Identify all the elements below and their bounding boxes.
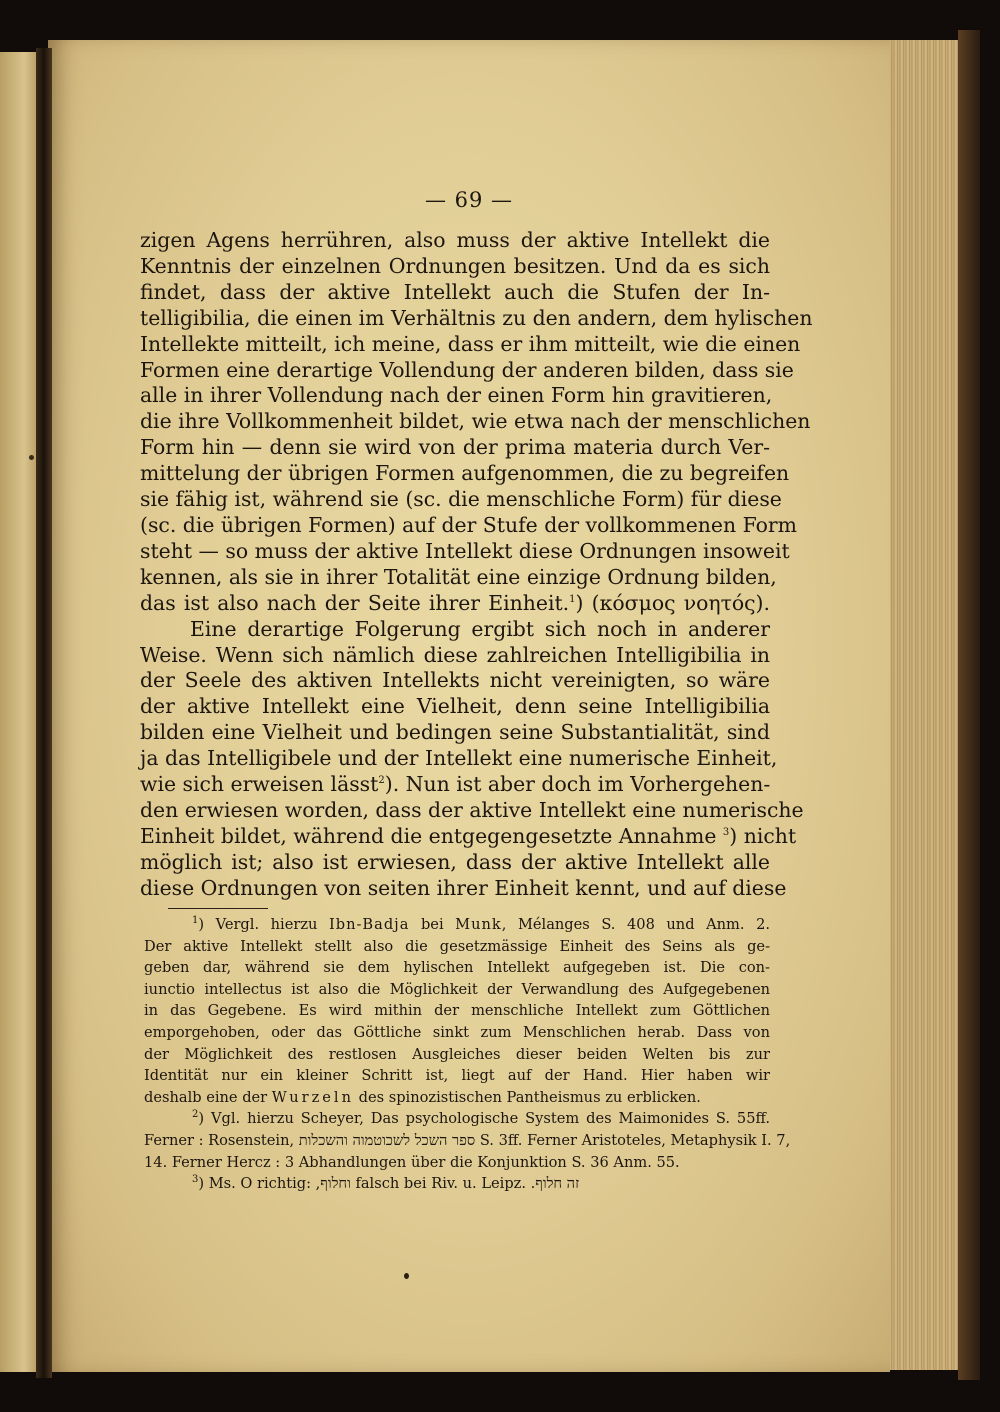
- body-text-fragment: das ist also nach der Seite ihrer Einheit.: [140, 590, 570, 615]
- body-text-fragment: Einheit bildet, während die entgegengesetzte Annahme: [140, 823, 723, 848]
- footnote-text: ) Ms. O richtig:: [198, 1175, 316, 1193]
- footnotes: [144, 914, 791, 1195]
- footnote-text: Ferner : Rosenstein,: [144, 1131, 299, 1149]
- body-line: findet, dass der aktive Intellekt auch die Stufen der In-: [140, 279, 770, 304]
- footnote-line: Der aktive Intellekt stellt also die gesetzmässige Einheit des Seins als ge-: [144, 937, 770, 955]
- footnote-line: geben dar, während sie dem hylischen Intellekt aufgegeben ist. Die con-: [144, 959, 770, 977]
- body-text-fragment: ) (κόσμος νοητός).: [575, 590, 770, 615]
- body-line: [140, 772, 770, 798]
- body-line: alle in ihrer Vollendung nach der einen Form hin gravitieren,: [140, 383, 773, 408]
- footnote-line: der Möglichkeit des restlosen Ausgleiches dieser beiden Welten bis zur: [144, 1045, 770, 1063]
- body-line: ja das Intelligibele und der Intellekt eine numerische Einheit,: [140, 746, 778, 771]
- footnote-text: falsch bei Riv. u. Leipz.: [350, 1175, 531, 1193]
- body-line: (sc. die übrigen Formen) auf der Stufe der vollkommenen Form: [140, 512, 797, 537]
- footnote-line: [144, 1130, 791, 1152]
- ink-spot: [29, 455, 34, 460]
- footnote-line: 14. Ferner Hercz : 3 Abhandlungen über die Konjunktion S. 36 Anm. 55.: [144, 1153, 680, 1171]
- body-line: Form hin — denn sie wird von der prima materia durch Ver-: [140, 435, 770, 460]
- body-line: sie fähig ist, während sie (sc. die menschliche Form) für diese: [140, 487, 782, 512]
- footnote-text: , Mélanges S. 408 und Anm. 2.: [501, 916, 770, 933]
- body-text-fragment: ) nicht: [729, 823, 797, 848]
- footnote-divider: [168, 908, 268, 909]
- body-line: Eine derartige Folgerung ergibt sich noch in anderer: [190, 616, 770, 641]
- body-line: telligibilia, die einen im Verhältnis zu den andern, dem hylischen: [140, 305, 813, 330]
- body-line: bilden eine Vielheit und bedingen seine Substantialität, sind: [140, 720, 770, 745]
- footnote-hebrew: ספר השכל לשכוטמוה והשכלות: [298, 1131, 476, 1149]
- footnote-mark: 2: [192, 1109, 199, 1121]
- footnote-ref: 3: [722, 827, 730, 839]
- footnote-name: Munk: [455, 916, 502, 933]
- body-line: Formen eine derartige Vollendung der anderen bilden, dass sie: [140, 357, 794, 382]
- footnote-line: [144, 1087, 770, 1109]
- body-line: den erwiesen worden, dass der aktive Intellekt eine numerische: [140, 797, 804, 822]
- body-line: der Seele des aktiven Intellekts nicht vereinigten, so wäre: [140, 668, 770, 693]
- book-gutter: [36, 48, 52, 1378]
- footnote-text: deshalb eine der: [144, 1088, 272, 1106]
- footnote-hebrew: וחלוף,: [315, 1175, 351, 1193]
- footnote-mark: 1: [192, 915, 199, 927]
- body-line: steht — so muss der aktive Intellekt diese Ordnungen insoweit: [140, 538, 790, 563]
- body-line: Intellekte mitteilt, ich meine, dass er ihm mitteilt, wie die einen: [140, 331, 801, 356]
- footnote-text: ) Vergl. hierzu: [198, 916, 329, 933]
- body-line: die ihre Vollkommenheit bildet, wie etwa nach der menschlichen: [140, 409, 811, 434]
- body-line: Kenntnis der einzelnen Ordnungen besitzen. Und da es sich: [140, 253, 770, 278]
- book-page: [48, 40, 890, 1372]
- footnote-name: Ibn-Badja: [328, 916, 410, 933]
- body-text: [140, 228, 813, 902]
- footnote-line: iunctio intellectus ist also die Möglichkeit der Verwandlung des Aufgegebenen: [144, 980, 770, 998]
- footnote-line: emporgehoben, oder das Göttliche sinkt zum Menschlichen herab. Dass von: [144, 1023, 770, 1041]
- ink-spot: [404, 1273, 409, 1279]
- body-line: zigen Agens herrühren, also muss der aktive Intellekt die: [140, 228, 770, 252]
- footnote-text: des spinozistischen Pantheismus zu erblicken.: [353, 1088, 701, 1106]
- body-text-fragment: wie sich erweisen lässt: [140, 772, 379, 797]
- footnote-text: ) Vgl. hierzu Scheyer, Das psychologische System des Maimonides S. 55ff.: [198, 1110, 770, 1128]
- book-cover-edge: [958, 30, 980, 1380]
- footnote-2-line: [144, 1108, 770, 1130]
- footnote-ref: 1: [569, 593, 576, 605]
- body-line: Weise. Wenn sich nämlich diese zahlreichen Intelligibilia in: [140, 642, 770, 667]
- footnote-line: Identität nur ein kleiner Schritt ist, liegt auf der Hand. Hier haben wir: [144, 1067, 770, 1085]
- footnote-hebrew: זה חלוף.: [530, 1175, 580, 1193]
- body-line: mittelung der übrigen Formen aufgenommen, die zu begreifen: [140, 461, 790, 486]
- footnote-ref: 2: [378, 775, 385, 787]
- footnote-emphasis: Wurzeln: [271, 1088, 354, 1106]
- page-number: — 69 —: [424, 188, 514, 212]
- footnote-line: in das Gegebene. Es wird mithin der menschliche Intellekt zum Göttlichen: [144, 1002, 770, 1020]
- body-text-fragment: ). Nun ist aber doch im Vorhergehen-: [384, 772, 771, 797]
- footnote-1-line: [144, 914, 770, 936]
- body-line: möglich ist; also ist erwiesen, dass der aktive Intellekt alle: [140, 849, 770, 874]
- footnote-mark: 3: [192, 1174, 199, 1186]
- footnote-text: bei: [409, 916, 456, 933]
- body-line: diese Ordnungen von seiten ihrer Einheit kennt, und auf diese: [140, 875, 787, 900]
- body-line-end-paragraph: [140, 591, 770, 617]
- body-line: der aktive Intellekt eine Vielheit, denn seine Intelligibilia: [140, 694, 770, 719]
- body-line: [140, 823, 797, 850]
- body-line: kennen, als sie in ihrer Totalität eine einzige Ordnung bilden,: [140, 564, 777, 589]
- footnote-3-line: [144, 1173, 770, 1195]
- footnote-text: S. 3ff. Ferner Aristoteles, Metaphysik I. 7,: [475, 1131, 791, 1149]
